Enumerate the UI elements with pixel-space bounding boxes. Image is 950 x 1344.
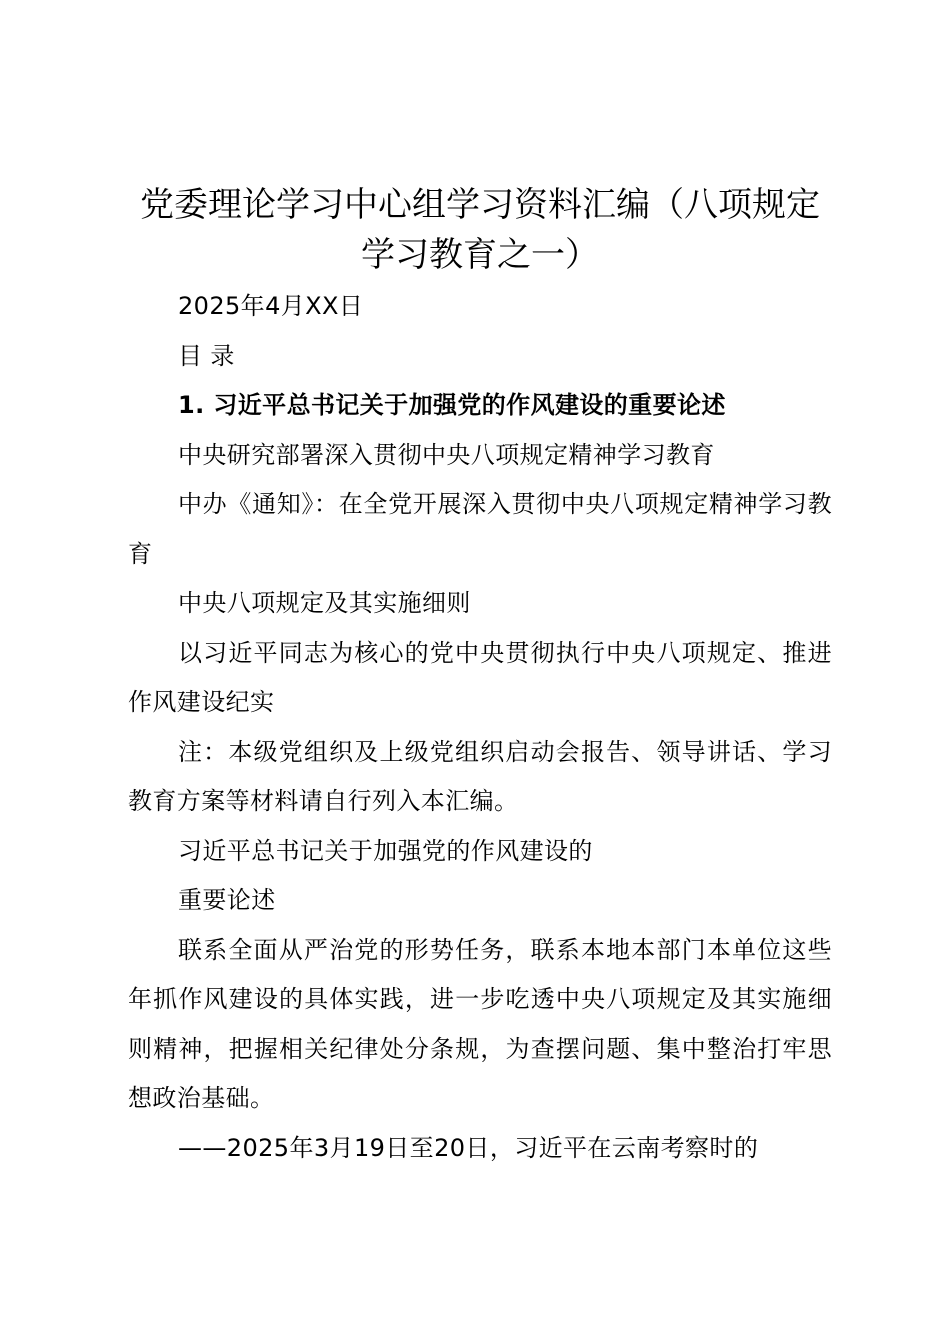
toc-item: 中央研究部署深入贯彻中央八项规定精神学习教育 — [178, 440, 715, 469]
toc-item: 中央八项规定及其实施细则 — [178, 589, 471, 617]
body-heading-line-2: 重要论述 — [178, 886, 276, 914]
note-paragraph: 注：本级党组织及上级党组织启动会报告、领导讲话、学习教育方案等材料请自行列入本汇编。 — [128, 737, 832, 815]
body-paragraph: 联系全面从严治党的形势任务，联系本地本部门本单位这些年抓作风建设的具体实践，进一步吃透中央八项规定及其实施细则精神，把握相关纪律处分条规，为查摆问题、集中整治打牢思想政治基础。 — [128, 935, 832, 1112]
section-heading: 1. 习近平总书记关于加强党的作风建设的重要论述 — [178, 391, 726, 419]
body-heading-line-1: 习近平总书记关于加强党的作风建设的 — [178, 836, 593, 865]
toc-item: 以习近平同志为核心的党中央贯彻执行中央八项规定、推进作风建设纪实 — [128, 638, 832, 716]
document-title: 党委理论学习中心组学习资料汇编（八项规定学习教育之一） — [140, 185, 820, 275]
toc-item: 中办《通知》：在全党开展深入贯彻中央八项规定精神学习教育 — [128, 490, 832, 568]
document-date: 2025年4月XX日 — [178, 292, 364, 320]
source-line: ——2025年3月19日至20日，习近平在云南考察时的 — [178, 1133, 759, 1162]
document-content — [128, 180, 832, 1173]
toc-label: 目 录 — [178, 341, 235, 370]
